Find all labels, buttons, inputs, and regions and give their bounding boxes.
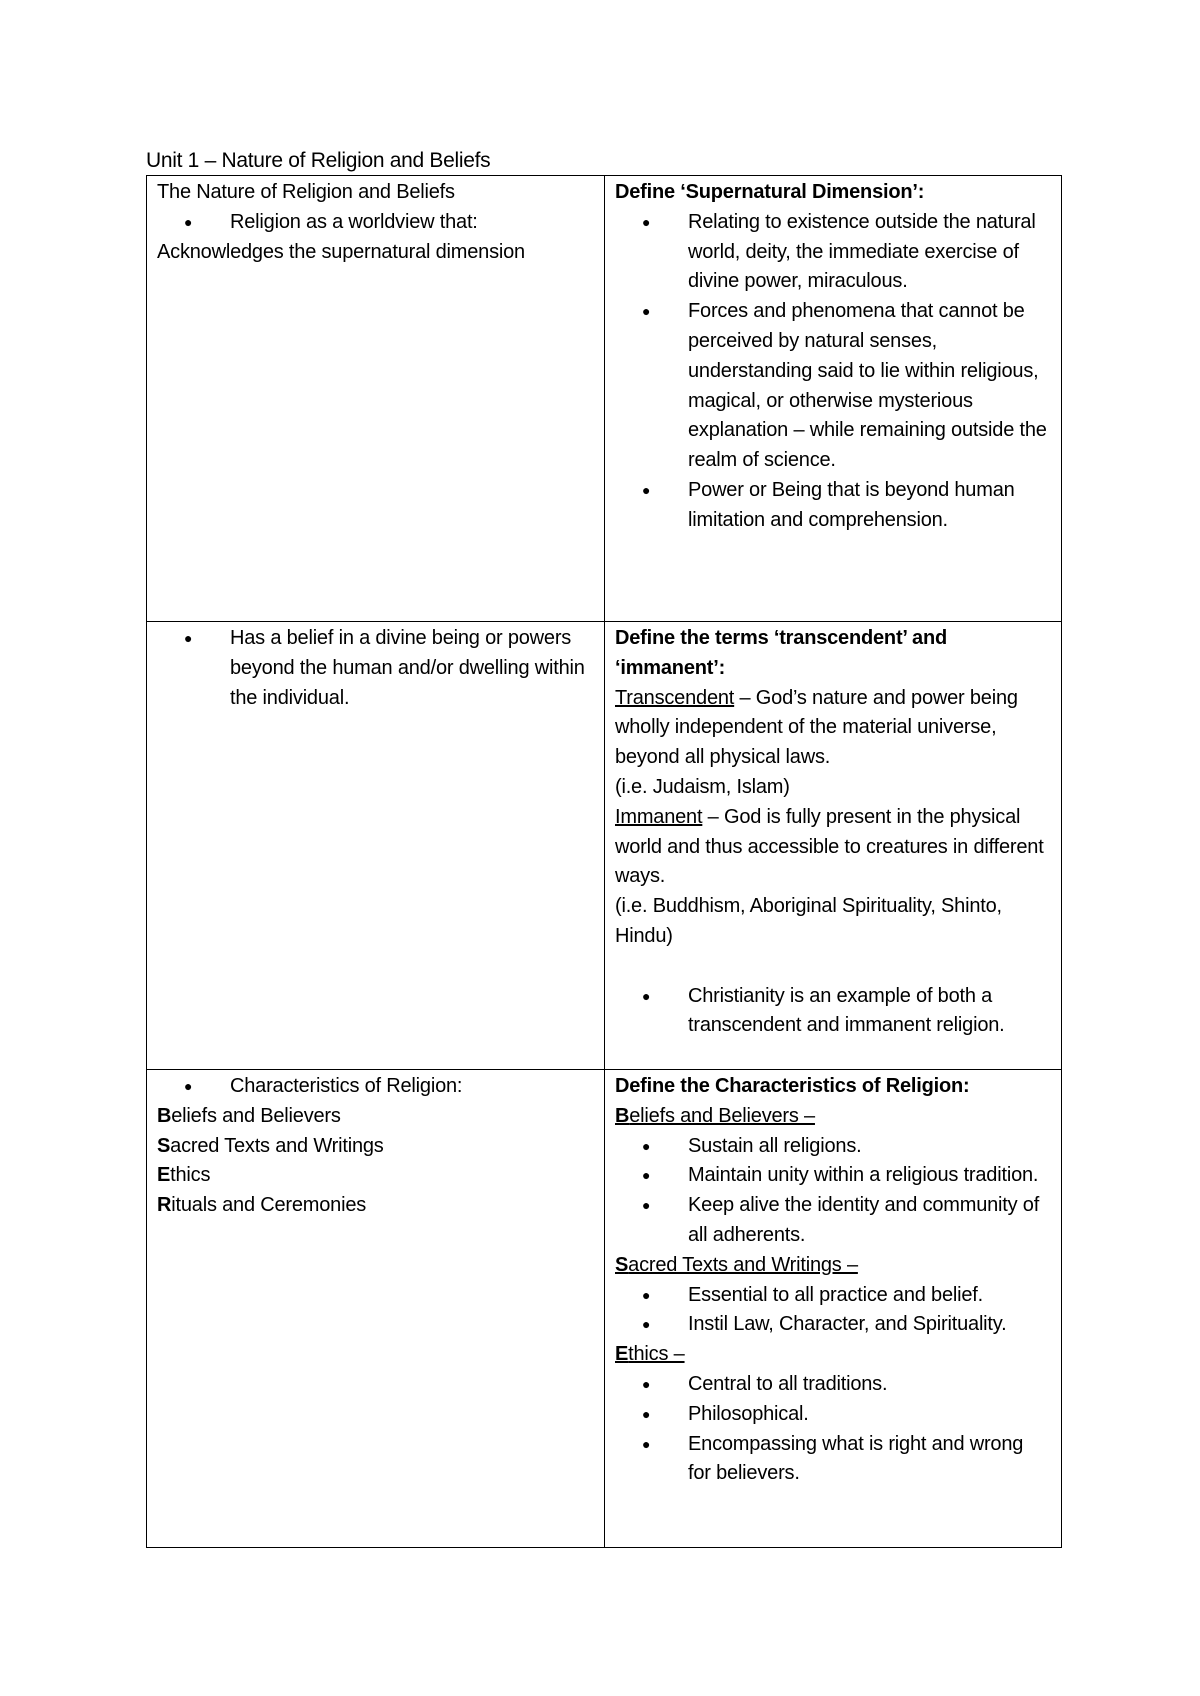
- table-row: [147, 622, 1062, 1070]
- term-transcendent: Transcendent: [615, 686, 735, 709]
- section-heading-beliefs: Beliefs and Believers –: [615, 1104, 815, 1127]
- table-cell: [605, 176, 1062, 622]
- table-cell: [605, 1070, 1062, 1548]
- characteristic-item: Rituals and Ceremonies: [157, 1194, 367, 1217]
- list-item: ● Religion as a worldview that:: [230, 208, 594, 238]
- table-cell: [147, 176, 605, 622]
- list-item: ● Characteristics of Religion:: [230, 1072, 594, 1102]
- bullet-list: [157, 1072, 594, 1102]
- examples-text: (i.e. Judaism, Islam): [615, 775, 790, 798]
- term-immanent: Immanent: [615, 805, 703, 828]
- list-item: ● Power or Being that is beyond human limitation and comprehension.: [688, 476, 1051, 536]
- section-heading-sacred-texts: Sacred Texts and Writings –: [615, 1253, 858, 1276]
- list-item: ● Central to all traditions.: [688, 1370, 1051, 1400]
- list-item: ● Forces and phenomena that cannot be perceived by natural senses, understanding said to lie within religious, magical, or otherwise mysterious explanation – while remaining outside the realm of science.: [688, 297, 1051, 476]
- page-title: Unit 1 – Nature of Religion and Beliefs: [146, 149, 491, 172]
- list-item: ● Philosophical.: [688, 1400, 1051, 1430]
- bullet-list: [157, 624, 594, 713]
- cell-heading: Define ‘Supernatural Dimension’:: [615, 181, 925, 203]
- notes-table: [146, 175, 1062, 1548]
- table-cell: [605, 622, 1062, 1070]
- spacer: [615, 952, 1051, 982]
- list-item: ● Encompassing what is right and wrong for believers.: [688, 1430, 1051, 1490]
- bullet-list: [615, 982, 1051, 1042]
- definition-transcendent: [615, 684, 1051, 773]
- bullet-list: [615, 208, 1051, 536]
- list-item: ● Instil Law, Character, and Spirituality.: [688, 1310, 1051, 1340]
- characteristic-item: Ethics: [157, 1164, 211, 1187]
- list-item: ● Essential to all practice and belief.: [688, 1281, 1051, 1311]
- definition-immanent: [615, 803, 1051, 892]
- examples-text: (i.e. Buddhism, Aboriginal Spirituality, Shinto, Hindu): [615, 895, 1002, 947]
- characteristic-item: Sacred Texts and Writings: [157, 1134, 384, 1157]
- bullet-list: [615, 1370, 1051, 1489]
- definition-text: – God’s nature and power being wholly independent of the material universe, beyond all physical laws.: [615, 686, 1018, 769]
- cell-heading: Define the terms ‘transcendent’ and ‘immanent’:: [615, 627, 947, 679]
- table-row: [147, 1070, 1062, 1548]
- table-cell: [147, 622, 605, 1070]
- list-item: ● Keep alive the identity and community of all adherents.: [688, 1191, 1051, 1251]
- list-item: ● Has a belief in a divine being or powers beyond the human and/or dwelling within the individual.: [230, 624, 594, 713]
- list-item: ● Sustain all religions.: [688, 1132, 1051, 1162]
- definition-text: – God is fully present in the physical world and thus accessible to creatures in different ways.: [615, 805, 1044, 888]
- cell-heading: Define the Characteristics of Religion:: [615, 1075, 970, 1097]
- list-item: ● Relating to existence outside the natural world, deity, the immediate exercise of divine power, miraculous.: [688, 208, 1051, 297]
- table-cell: [147, 1070, 605, 1548]
- characteristic-item: Beliefs and Believers: [157, 1104, 341, 1127]
- cell-heading: The Nature of Religion and Beliefs: [157, 181, 455, 203]
- list-item: ● Christianity is an example of both a transcendent and immanent religion.: [688, 982, 1051, 1042]
- bullet-list: [615, 1281, 1051, 1341]
- list-item: ● Maintain unity within a religious tradition.: [688, 1161, 1051, 1191]
- section-heading-ethics: Ethics –: [615, 1343, 685, 1366]
- cell-text: Acknowledges the supernatural dimension: [157, 240, 525, 263]
- bullet-list: [615, 1132, 1051, 1251]
- table-row: [147, 176, 1062, 622]
- bullet-list: [157, 208, 594, 238]
